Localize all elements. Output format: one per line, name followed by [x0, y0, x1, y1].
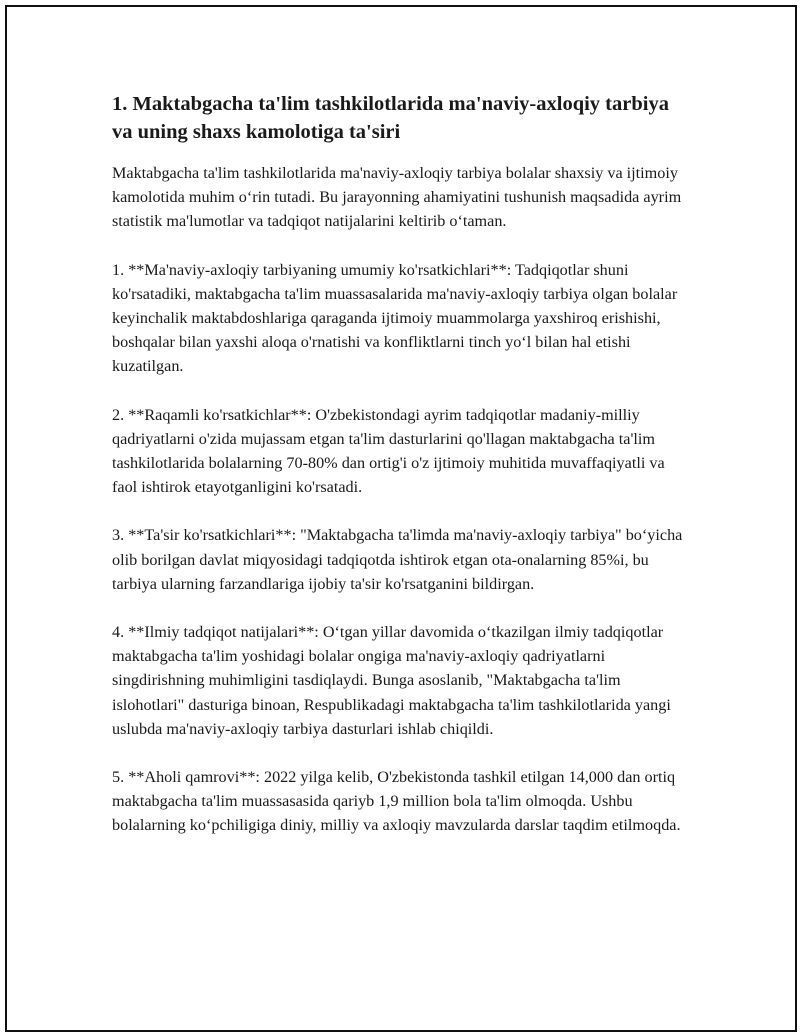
section-heading: 1. Maktabgacha ta'lim tashkilotlarida ma'naviy-axloqiy tarbiya va uning shaxs kamolotiga ta'siri — [112, 93, 669, 143]
point-4-paragraph: 4. **Ilmiy tadqiqot natijalari**: O‘tgan yillar davomida o‘tkazilgan ilmiy tadqiqotlar maktabgacha ta'lim yoshidagi bolalar ongiga ma'naviy-axloqiy qadriyatlarni singdirishning muhimligini tasdiqlaydi. Bunga asoslanib, "Maktabgacha ta'lim islohotlari" dasturiga binoan, Respublikadagi maktabgacha ta'lim tashkilotlarida yangi uslubda ma'naviy-axloqiy tarbiya dasturlari ishlab chiqildi. — [112, 623, 671, 738]
point-2-paragraph: 2. **Raqamli ko'rsatkichlar**: O'zbekistondagi ayrim tadqiqotlar madaniy-milliy qadriyatlarni o'zida mujassam etgan ta'lim dasturlarini qo'llagan maktabgacha ta'lim tashkilotlarida bolalarning 70-80% dan ortig'i o'z ijtimoiy muhitida muvaffaqiyatli va faol ishtirok etayotganligini ko'rsatadi. — [112, 405, 665, 497]
intro-paragraph: Maktabgacha ta'lim tashkilotlarida ma'naviy-axloqiy tarbiya bolalar shaxsiy va ijtimoiy kamolotida muhim o‘rin tutadi. Bu jarayonning ahamiyatini tushunish maqsadida ayrim statistik ma'lumotlar va tadqiqot natijalarini keltirib o‘taman. — [112, 164, 682, 231]
point-5-paragraph: 5. **Aholi qamrovi**: 2022 yilga kelib, O'zbekistonda tashkil etilgan 14,000 dan ortiq maktabgacha ta'lim muassasasida qariyb 1,9 million bola ta'lim olmoqda. Ushbu bolalarning ko‘pchiligiga diniy, milliy va axloqiy mavzularda darslar taqdim etilmoqda. — [112, 768, 681, 835]
document-body — [112, 90, 684, 862]
point-1-paragraph: 1. **Ma'naviy-axloqiy tarbiyaning umumiy ko'rsatkichlari**: Tadqiqotlar shuni ko'rsatadiki, maktabgacha ta'lim muassasalarida ma'naviy-axloqiy tarbiya olgan bolalar keyinchalik maktabdoshlariga qaraganda ijtimoiy muammolarga yaxshiroq erishishi, boshqalar bilan yaxshi aloqa o'rnatishi va konfliktlarni tinch yo‘l bilan hal etishi kuzatilgan. — [112, 260, 678, 376]
point-3-paragraph: 3. **Ta'sir ko'rsatkichlari**: "Maktabgacha ta'limda ma'naviy-axloqiy tarbiya" bo‘yicha olib borilgan davlat miqyosidagi tadqiqotda ishtirok etgan ota-onalarning 85%i, bu tarbiya ularning farzandlariga ijobiy ta'sir ko'rsatganini bildirgan. — [112, 526, 683, 593]
